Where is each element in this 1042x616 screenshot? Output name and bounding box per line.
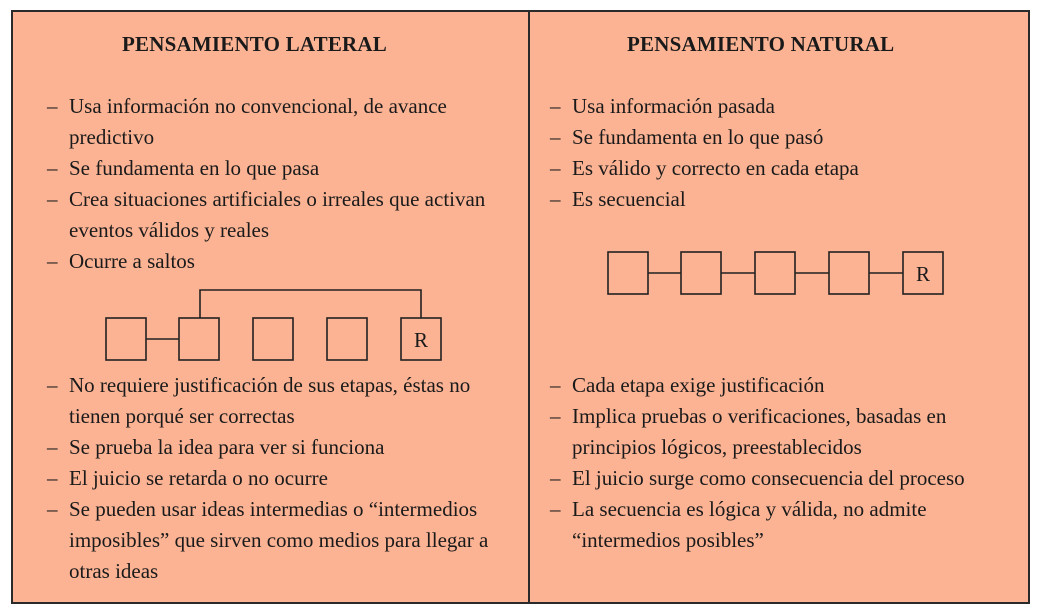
step-box [681, 252, 721, 294]
list-item: – Cada etapa exige justificación [550, 370, 1012, 401]
result-label: R [915, 262, 931, 286]
list-item: – El juicio se retarda o no ocurre [47, 463, 509, 494]
list-item: – Implica pruebas o verificaciones, basadas en principios lógicos, preestablecidos [550, 401, 1012, 463]
jump-connector [200, 290, 421, 318]
lateral-list-top [47, 91, 509, 277]
list-item: – Es válido y correcto en cada etapa [550, 153, 1012, 184]
step-box [327, 318, 367, 360]
result-label: R [413, 328, 429, 352]
step-box [179, 318, 219, 360]
list-item: – Es secuencial [550, 184, 1012, 215]
list-item: – Se fundamenta en lo que pasó [550, 122, 1012, 153]
natural-sequence-diagram [605, 248, 965, 308]
natural-list-top [550, 91, 1012, 215]
list-item: – Usa información pasada [550, 91, 1012, 122]
lateral-heading: PENSAMIENTO LATERAL [122, 32, 387, 56]
step-box [755, 252, 795, 294]
step-box [106, 318, 146, 360]
comparison-table [11, 10, 1030, 604]
list-item: – Crea situaciones artificiales o irreales que activan eventos válidos y reales [47, 184, 509, 246]
step-box [829, 252, 869, 294]
natural-heading: PENSAMIENTO NATURAL [627, 32, 895, 56]
list-item: – El juicio surge como consecuencia del proceso [550, 463, 1012, 494]
list-item: – La secuencia es lógica y válida, no admite “intermedios posibles” [550, 494, 1012, 556]
step-box [608, 252, 648, 294]
column-divider [528, 12, 530, 602]
list-item: – Se prueba la idea para ver si funciona [47, 432, 509, 463]
list-item: – Ocurre a saltos [47, 246, 509, 277]
lateral-jump-diagram [103, 284, 463, 374]
list-item: – Se fundamenta en lo que pasa [47, 153, 509, 184]
list-item: – Usa información no convencional, de avance predictivo [47, 91, 509, 153]
list-item: – No requiere justificación de sus etapas, éstas no tienen porqué ser correctas [47, 370, 509, 432]
step-box [253, 318, 293, 360]
natural-list-bottom [550, 370, 1012, 556]
list-item: – Se pueden usar ideas intermedias o “intermedios imposibles” que sirven como medios para llegar a otras ideas [47, 494, 509, 587]
lateral-list-bottom [47, 370, 509, 587]
